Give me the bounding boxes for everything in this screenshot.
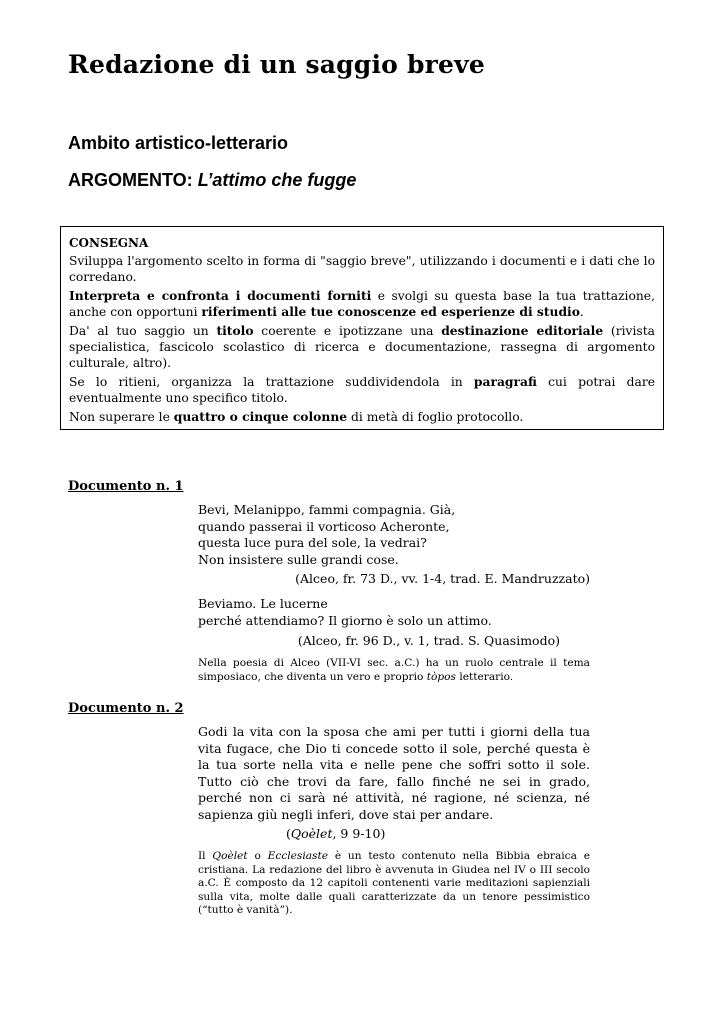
verse-line: Bevi, Melanippo, fammi compagnia. Già,: [198, 502, 456, 517]
document-1-note: [198, 657, 590, 684]
note-italic: Ecclesiaste: [267, 850, 329, 862]
consegna-paragraph-4: [69, 374, 655, 406]
consegna-p2-bold-2: riferimenti alle tue conoscenze ed esperienze di studio: [201, 304, 580, 319]
consegna-heading: CONSEGNA: [69, 236, 149, 250]
document-1-citation-1: (Alceo, fr. 73 D., vv. 1-4, trad. E. Mandruzzato): [295, 571, 590, 586]
consegna-p4-text-1: Se lo ritieni, organizza la trattazione suddividendola in: [69, 375, 474, 389]
consegna-p3-text-2: coerente e ipotizzane una: [253, 324, 442, 338]
ambito-heading: Ambito artistico-letterario: [68, 133, 289, 153]
argomento-label: ARGOMENTO:: [68, 170, 193, 190]
consegna-p2-text-2: .: [579, 305, 584, 319]
note-text: Il: [198, 850, 213, 862]
verse-line: questa luce pura del sole, la vedrai?: [198, 535, 427, 550]
consegna-p5-text-2: di metà di foglio protocollo.: [347, 410, 524, 424]
argomento-value: L’attimo che fugge: [197, 170, 357, 190]
consegna-paragraph-2: [69, 288, 655, 320]
cite-rest: , 9 9-10): [332, 826, 386, 841]
consegna-p5-text-1: Non superare le: [69, 410, 174, 424]
note-italic: tòpos: [426, 670, 456, 683]
note-text: Nella poesia di Alceo (VII-VI sec. a.C.) ha un ruolo centrale il tema simposiaco, che diventa un vero e proprio: [198, 657, 590, 683]
document-1-title: Documento n. 1: [68, 479, 184, 494]
verse-line: perché attendiamo? Il giorno è solo un attimo.: [198, 612, 492, 628]
consegna-p4-bold-1: paragrafi: [473, 374, 537, 389]
consegna-p5-bold-1: quattro o cinque colonne: [173, 409, 348, 424]
consegna-p2-bold-1: Interpreta e confronta i documenti forniti: [69, 288, 372, 303]
consegna-p4-text-2: cui potrai dare eventualmente uno specifico titolo.: [69, 375, 655, 405]
consegna-p3-text-3: (rivista specialistica, fascicolo scolastico di ricerca e documentazione, rassegna di argomento culturale, altro).: [69, 324, 655, 370]
cite-italic: Qoèlet: [290, 826, 333, 841]
consegna-paragraph-1: Sviluppa l'argomento scelto in forma di "saggio breve", utilizzando i documenti e i dati che lo corredano.: [69, 254, 655, 284]
argomento-heading: [68, 170, 356, 191]
page-title: Redazione di un saggio breve: [68, 50, 485, 79]
cite-open: (: [286, 826, 291, 841]
consegna-box: [60, 226, 664, 430]
verse-line: quando passerai il vorticoso Acheronte,: [198, 518, 450, 534]
consegna-p2-text-1: e svolgi su questa base la tua trattazione, anche con opportuni: [69, 289, 655, 319]
document-1-verse-1: [198, 502, 590, 568]
note-italic: Qoèlet: [212, 850, 248, 862]
note-text: o: [247, 850, 268, 862]
verse-line: Beviamo. Le lucerne: [198, 596, 328, 611]
document-2-title: Documento n. 2: [68, 701, 184, 716]
document-2-text: Godi la vita con la sposa che ami per tutti i giorni della tua vita fugace, che Dio ti concede sotto il sole, perché questa è la tua sorte nella vita e nelle pene che soffri sotto il sole. Tutto ciò che trovi da fare, fallo finché ne sei in grado, perché non ci sarà né attività, né ragione, né scienza, né sapienza giù negli inferi, dove stai per andare.: [198, 724, 590, 822]
document-1-verse-2: [198, 596, 590, 629]
consegna-p3-text-1: Da' al tuo saggio un: [69, 324, 217, 338]
verse-line: Non insistere sulle grandi cose.: [198, 551, 399, 567]
consegna-paragraph-5: [69, 409, 655, 425]
document-2-note: [198, 850, 590, 918]
note-text: letterario.: [455, 670, 514, 683]
document-2-citation: [286, 826, 385, 843]
document-1-citation-2: (Alceo, fr. 96 D., v. 1, trad. S. Quasimodo): [297, 633, 560, 648]
consegna-paragraph-3: [69, 323, 655, 371]
consegna-p3-bold-2: destinazione editoriale: [441, 323, 604, 338]
consegna-p3-bold-1: titolo: [216, 323, 254, 338]
note-text: è un testo contenuto nella Bibbia ebraica e cristiana. La redazione del libro è avvenuta in Giudea nel IV o III secolo a.C. È composto da 12 capitoli contenenti varie meditazioni sapienziali sulla vita, molte dalle quali caratterizzate da un tenore pessimistico (“tutto è vanità”).: [198, 850, 590, 916]
